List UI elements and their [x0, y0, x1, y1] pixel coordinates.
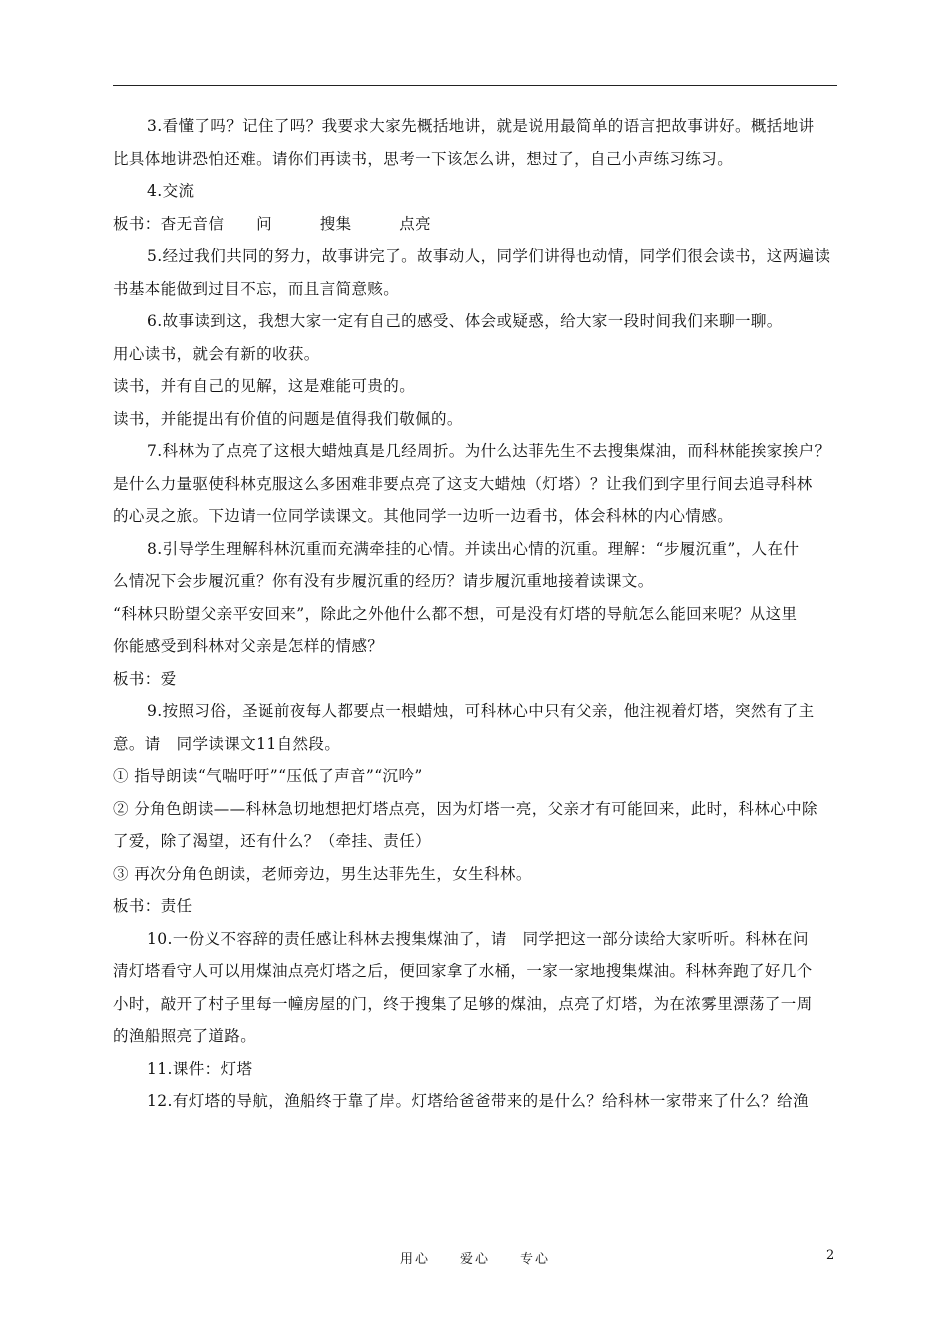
text-line: 书基本能做到过目不忘，而且言简意赅。	[113, 279, 400, 298]
page-number: 2	[826, 1248, 835, 1263]
text-line: 读书，并有自己的见解，这是难能可贵的。	[113, 377, 416, 395]
text-line: 的渔船照亮了道路。	[113, 1027, 257, 1045]
text-line: 你能感受到科林对父亲是怎样的情感？	[113, 637, 384, 655]
text-line: 小时，敲开了村子里每一幢房屋的门，终于搜集了足够的煤油，点亮了灯塔，为在浓雾里漂荡了一周	[113, 994, 813, 1013]
text-line: 4.交流	[147, 182, 195, 200]
text-line: 7.科林为了点亮了这根大蜡烛真是几经周折。为什么达菲先生不去搜集煤油，而科林能挨家挨户？	[147, 442, 831, 460]
text-line: 比具体地讲恐怕还难。请你们再读书，思考一下该怎么讲，想过了，自己小声练习练习。	[113, 149, 734, 168]
text-line: 用心读书，就会有新的收获。	[113, 344, 320, 363]
text-line: 10.一份义不容辞的责任感让科林去搜集煤油了，请 同学把这一部分读给大家听听。科林在问	[147, 929, 809, 948]
text-line: 是什么力量驱使科林克服这么多困难非要点亮了这支大蜡烛（灯塔）？让我们到字里行间去追寻科林	[113, 474, 813, 493]
text-line: 12.有灯塔的导航，渔船终于靠了岸。灯塔给爸爸带来的是什么？给科林一家带来了什么？给渔	[147, 1092, 809, 1110]
text-line: ③ 再次分角色朗读，老师旁边，男生达菲先生，女生科林。	[113, 864, 532, 883]
text-line: 读书，并能提出有价值的问题是值得我们敬佩的。	[113, 409, 463, 428]
document-body	[113, 110, 837, 1118]
text-line: 么情况下会步履沉重？你有没有步履沉重的经历？请步履沉重地接着读课文。	[113, 572, 654, 590]
text-line: 清灯塔看守人可以用煤油点亮灯塔之后，便回家拿了水桶，一家一家地搜集煤油。科林奔跑了好几个	[113, 962, 813, 980]
text-line: 3.看懂了吗？记住了吗？我要求大家先概括地讲，就是说用最简单的语言把故事讲好。概括地讲	[147, 117, 815, 135]
text-line: 板书：责任	[113, 897, 193, 915]
header-rule	[113, 85, 837, 86]
text-line: 6.故事读到这，我想大家一定有自己的感受、体会或疑惑，给大家一段时间我们来聊一聊。	[147, 312, 783, 330]
text-line: ① 指导朗读“气喘吁吁”“压低了声音”“沉吟”	[113, 767, 423, 785]
text-line: 5.经过我们共同的努力，故事讲完了。故事动人，同学们讲得也动情，同学们很会读书，这两遍读	[147, 247, 831, 265]
text-line: 板书：杳无音信 问 搜集 点亮	[113, 214, 432, 233]
text-line: 的心灵之旅。下边请一位同学读课文。其他同学一边听一边看书，体会科林的内心情感。	[113, 507, 734, 525]
text-line: 9.按照习俗，圣诞前夜每人都要点一根蜡烛，可科林心中只有父亲，他注视着灯塔，突然有了主	[147, 702, 815, 720]
text-line: ② 分角色朗读——科林急切地想把灯塔点亮，因为灯塔一亮，父亲才有可能回来，此时，科林心中除	[113, 799, 818, 818]
text-line: 11.课件：灯塔	[147, 1059, 253, 1078]
text-line: 意。请 同学读课文11自然段。	[113, 734, 341, 753]
text-line: 了爱，除了渴望，还有什么？（牵挂、责任）	[113, 832, 432, 850]
footer-motto: 用心 爱心 专心	[399, 1252, 550, 1267]
text-line: 8.引导学生理解科林沉重而充满牵挂的心情。并读出心情的沉重。理解：“步履沉重”，人在什	[147, 539, 800, 558]
text-line: 板书：爱	[113, 669, 177, 688]
text-line: “科林只盼望父亲平安回来”，除此之外他什么都不想，可是没有灯塔的导航怎么能回来呢？从这里	[113, 604, 798, 623]
